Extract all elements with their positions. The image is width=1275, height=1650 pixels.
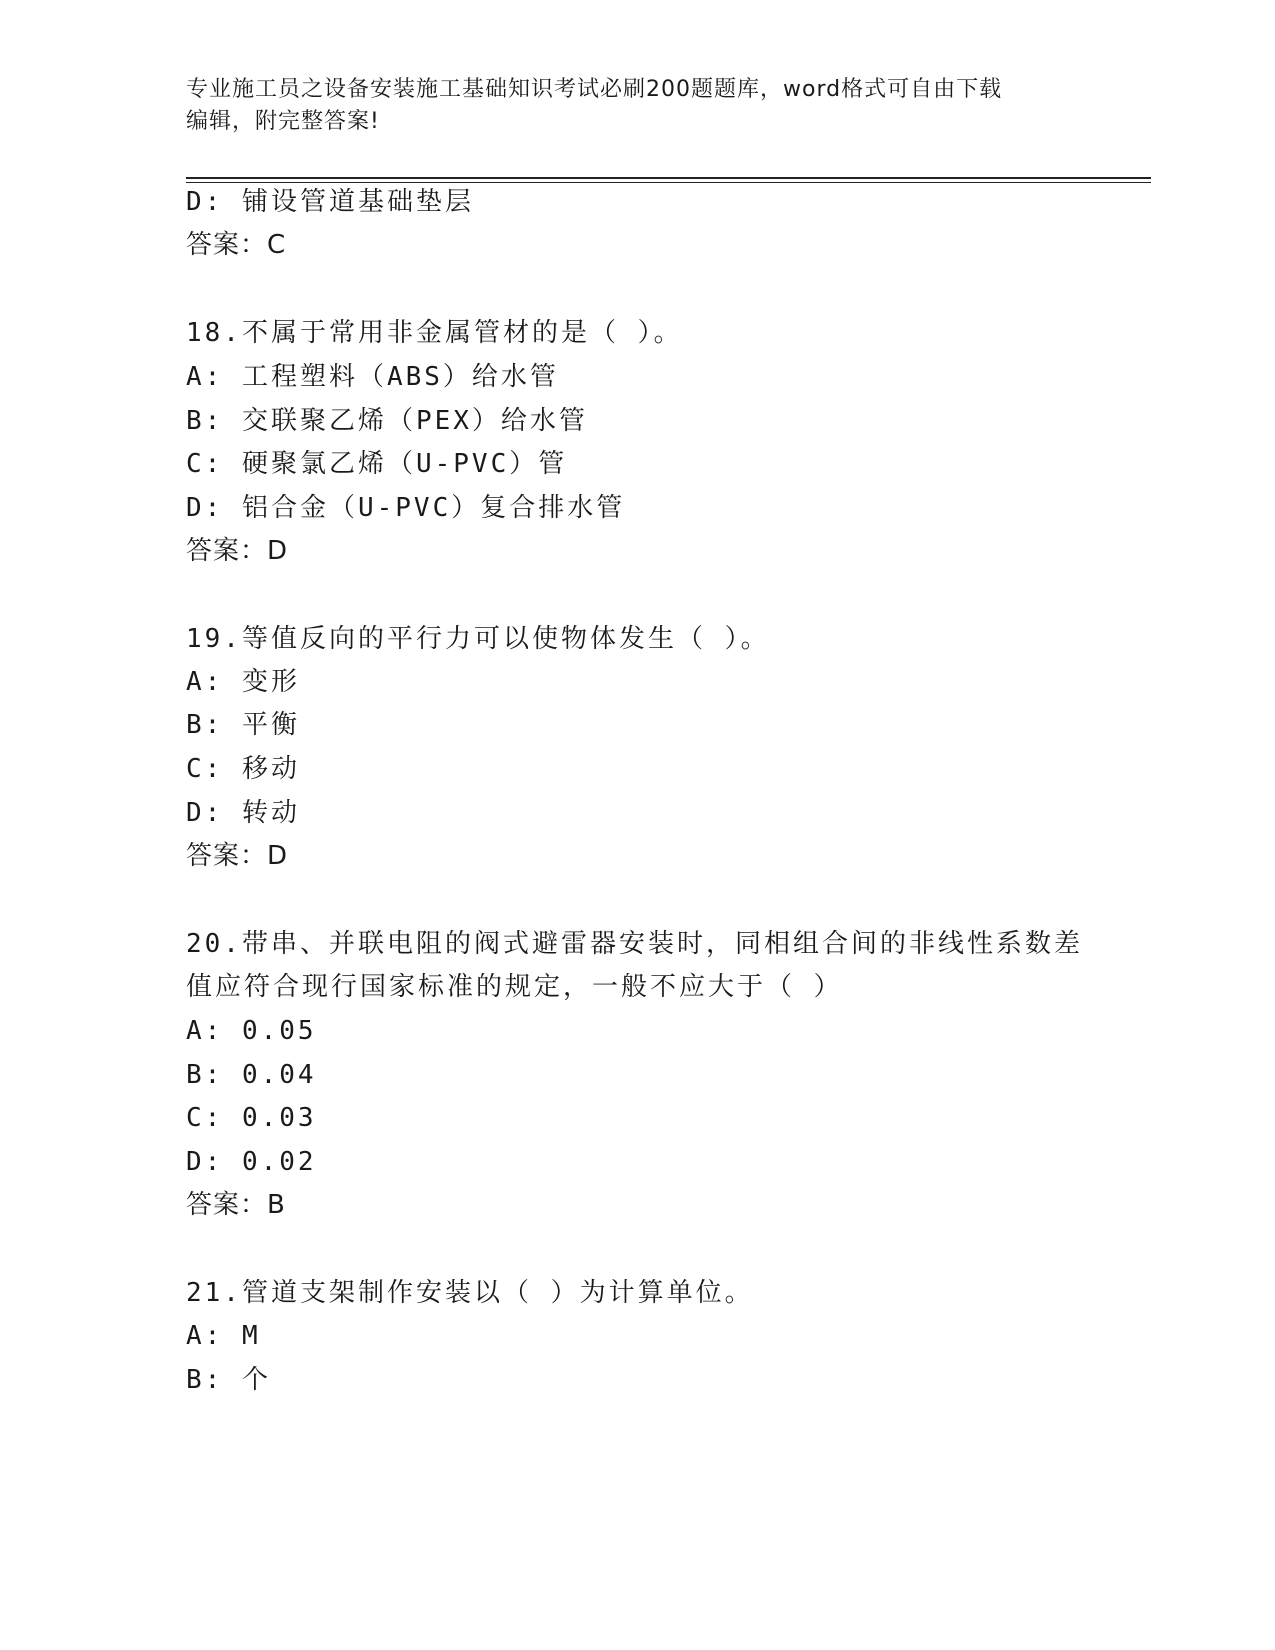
q20-option-a: A: 0.05 [186,1016,317,1046]
q17-answer: 答案：C [186,230,287,260]
q21-option-a: A: M [186,1321,261,1351]
q19-option-a: A: 变形 [186,667,300,697]
header-title-line-1: 专业施工员之设备安装施工基础知识考试必刷200题题库，word格式可自由下载 [186,77,1003,102]
q18-option-a: A: 工程塑料（ABS）给水管 [186,362,559,392]
q20-option-d: D: 0.02 [186,1147,317,1177]
q18-option-d: D: 铝合金（U-PVC）复合排水管 [186,493,626,523]
q20-answer: 答案：B [186,1190,286,1220]
q18-answer: 答案：D [186,536,289,566]
q18-option-c: C: 硬聚氯乙烯（U-PVC）管 [186,449,568,479]
q19-option-b: B: 平衡 [186,710,300,740]
q18-question: 18.不属于常用非金属管材的是（ ）。 [186,318,683,348]
q19-option-d: D: 转动 [186,798,300,828]
q20-option-b: B: 0.04 [186,1060,317,1090]
q20-question-line-1: 20.带串、并联电阻的阀式避雷器安装时，同相组合间的非线性系数差 [186,929,1083,959]
document-header [186,74,1066,138]
q20-question-line-2: 值应符合现行国家标准的规定，一般不应大于（ ） [186,972,843,1002]
q19-answer: 答案：D [186,841,289,871]
q20-option-c: C: 0.03 [186,1103,317,1133]
header-divider-thick [186,177,1151,179]
q21-option-b: B: 个 [186,1365,271,1395]
q17-option-d: D: 铺设管道基础垫层 [186,187,474,217]
header-divider-thin [186,182,1151,183]
q18-option-b: B: 交联聚乙烯（PEX）给水管 [186,406,588,436]
q21-question: 21.管道支架制作安装以（ ）为计算单位。 [186,1278,754,1308]
q19-question: 19.等值反向的平行力可以使物体发生（ ）。 [186,624,770,654]
header-title-line-2: 编辑，附完整答案! [186,109,380,134]
q19-option-c: C: 移动 [186,754,300,784]
